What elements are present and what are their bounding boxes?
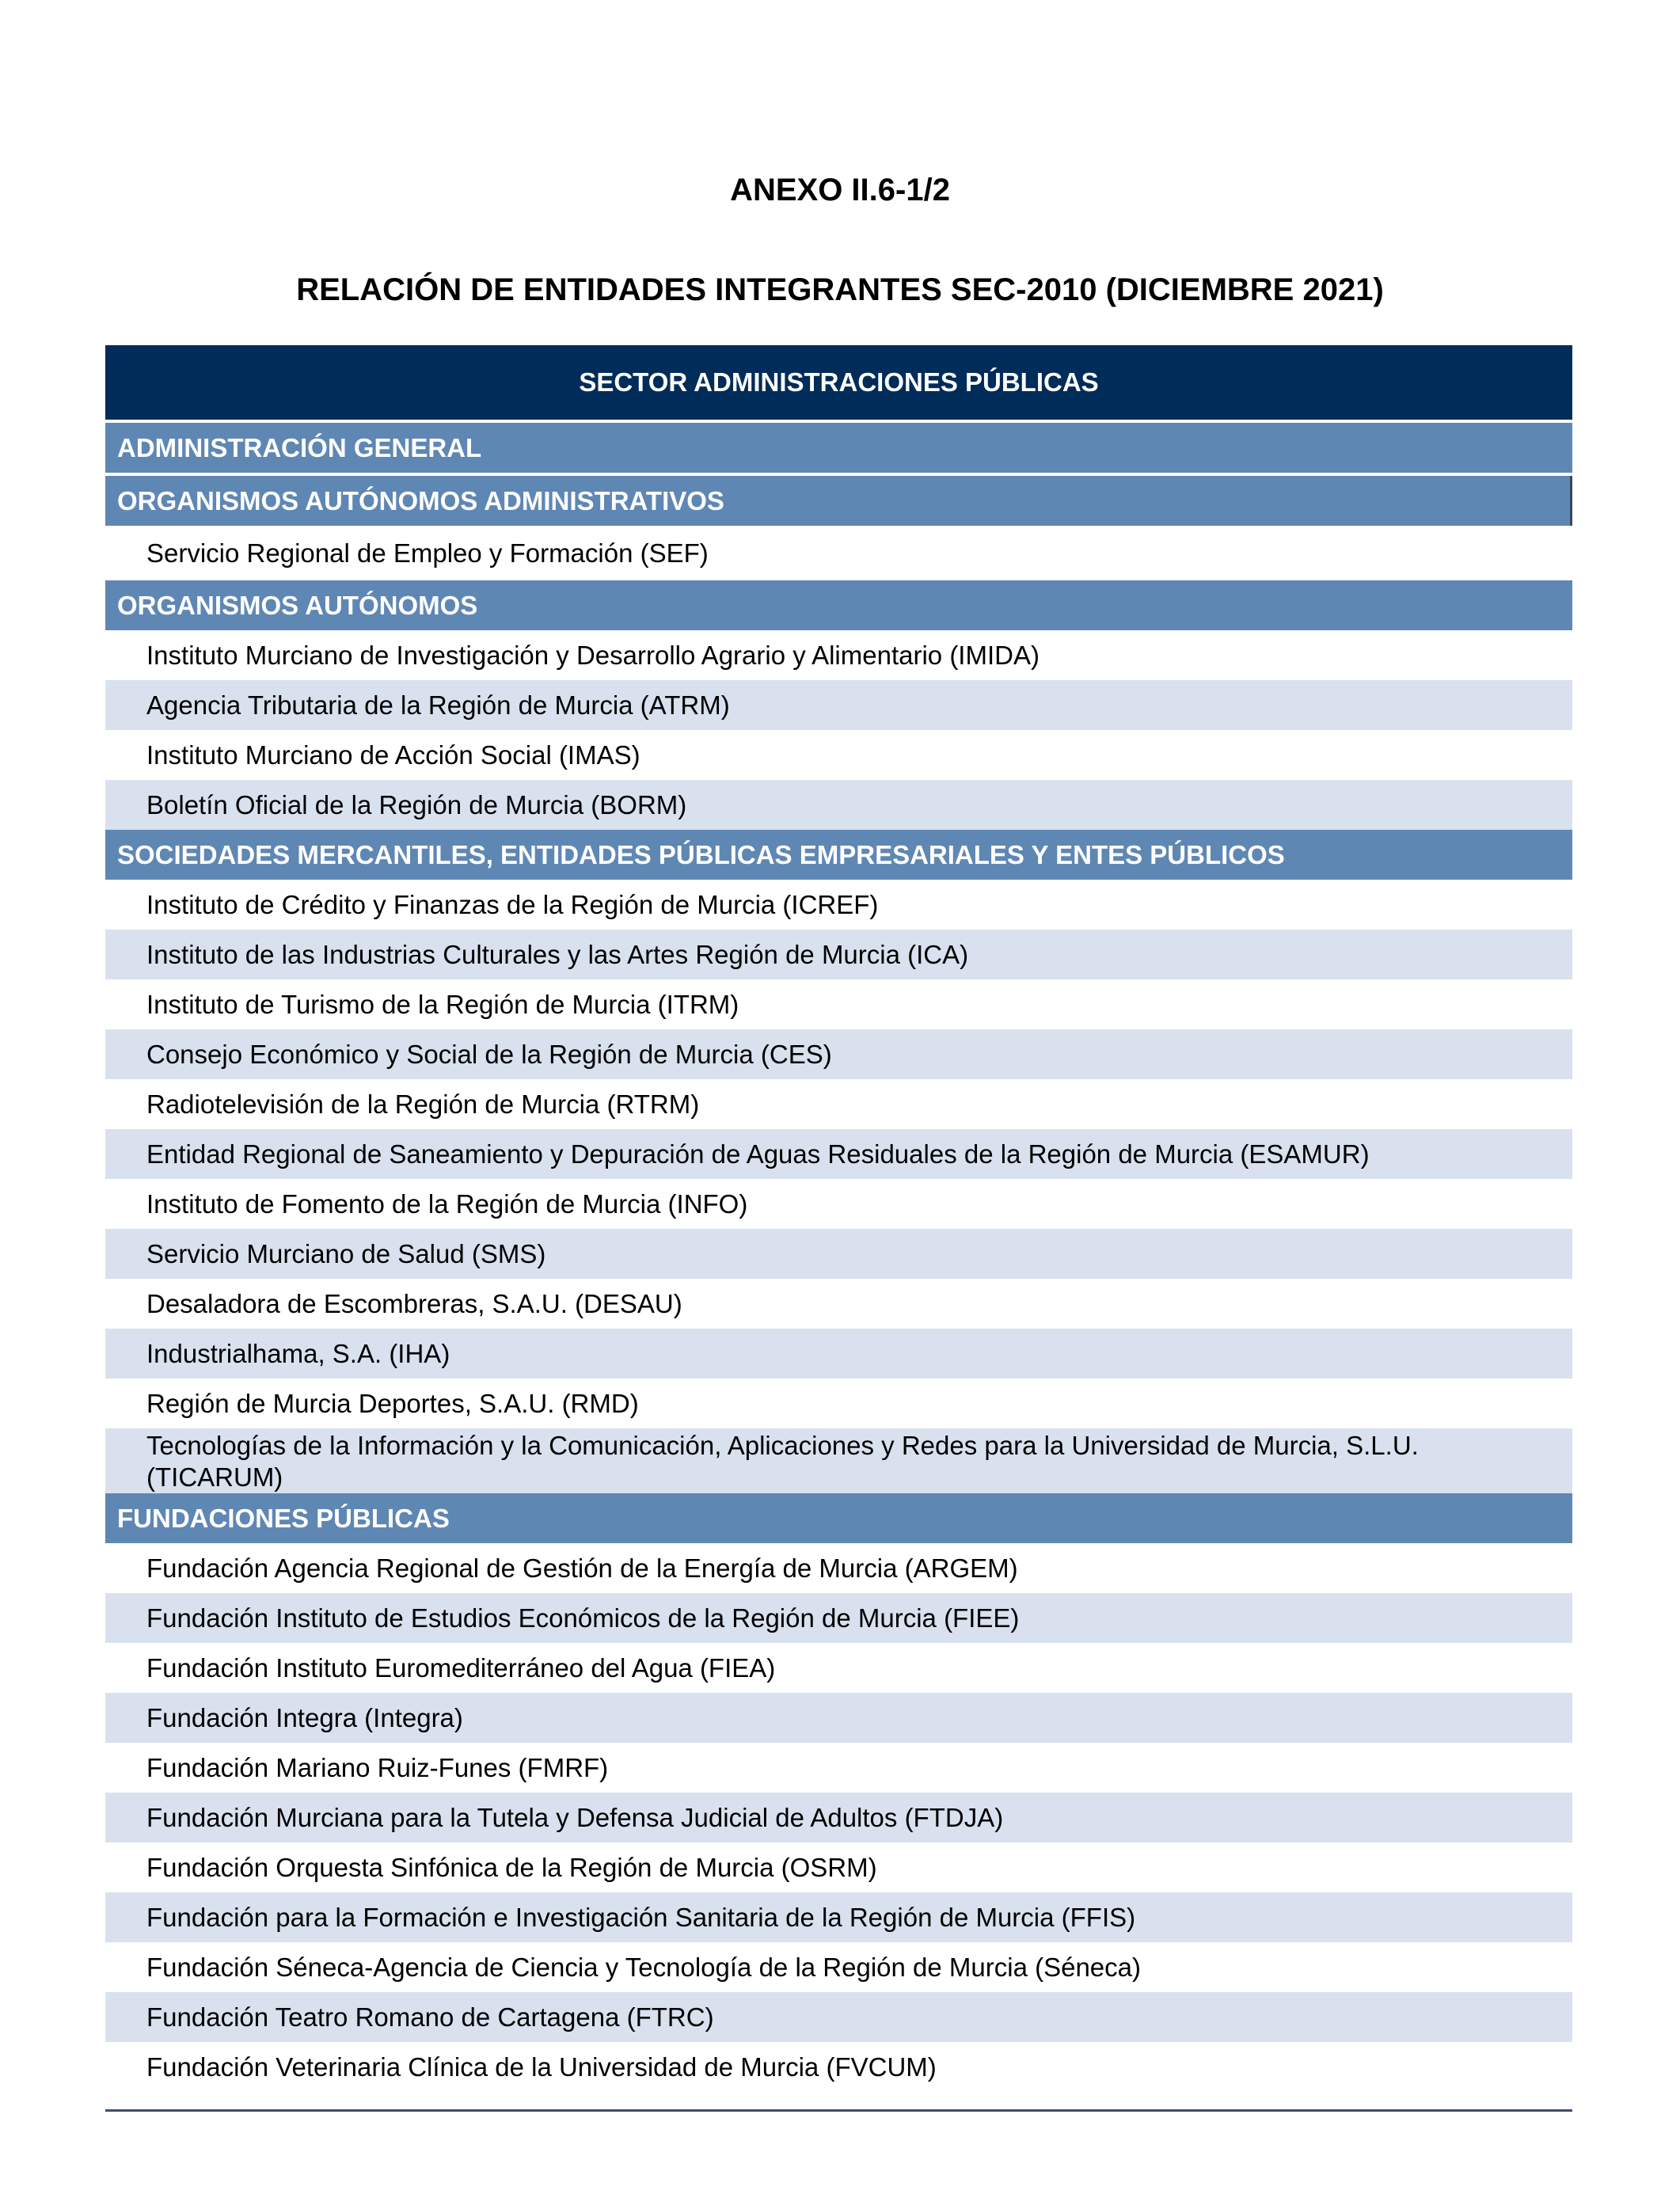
table-row: Agencia Tributaria de la Región de Murcia (ATRM): [105, 680, 1572, 730]
table-row: Consejo Económico y Social de la Región de Murcia (CES): [105, 1029, 1572, 1079]
table-row: Instituto de Turismo de la Región de Murcia (ITRM): [146, 990, 739, 1019]
table-row: Fundación Instituto de Estudios Económicos de la Región de Murcia (FIEE): [105, 1593, 1572, 1643]
table-bottom-rule: [105, 2109, 1572, 2112]
table-row: Boletín Oficial de la Región de Murcia (BORM): [105, 780, 1572, 830]
table-row: Servicio Regional de Empleo y Formación (SEF): [146, 538, 709, 568]
table-row: Fundación Séneca-Agencia de Ciencia y Tecnología de la Región de Murcia (Séneca): [146, 1953, 1141, 1982]
table-row: Fundación Integra (Integra): [105, 1693, 1572, 1743]
table-row: Desaladora de Escombreras, S.A.U. (DESAU): [146, 1289, 682, 1318]
table-row: Instituto de las Industrias Culturales y las Artes Región de Murcia (ICA): [105, 930, 1572, 979]
table-row: Entidad Regional de Saneamiento y Depuración de Aguas Residuales de la Región de Murcia (ESAMUR): [105, 1129, 1572, 1179]
category-header: SOCIEDADES MERCANTILES, ENTIDADES PÚBLICAS EMPRESARIALES Y ENTES PÚBLICOS: [105, 830, 1572, 880]
table-row: Fundación Instituto Euromediterráneo del Agua (FIEA): [146, 1653, 776, 1683]
table-row: Fundación Orquesta Sinfónica de la Región de Murcia (OSRM): [146, 1853, 877, 1882]
sector-header: SECTOR ADMINISTRACIONES PÚBLICAS: [105, 345, 1572, 420]
table-row: Fundación Mariano Ruiz-Funes (FMRF): [146, 1753, 609, 1782]
table-row: Instituto de Crédito y Finanzas de la Región de Murcia (ICREF): [146, 890, 879, 919]
table-row: Instituto de Fomento de la Región de Murcia (INFO): [146, 1189, 748, 1219]
table-row: Región de Murcia Deportes, S.A.U. (RMD): [146, 1389, 639, 1418]
document-subtitle: RELACIÓN DE ENTIDADES INTEGRANTES SEC-2010 (DICIEMBRE 2021): [296, 272, 1384, 307]
category-header: FUNDACIONES PÚBLICAS: [105, 1493, 1572, 1543]
table-row: Servicio Murciano de Salud (SMS): [105, 1229, 1572, 1279]
table-row: Instituto Murciano de Acción Social (IMAS): [146, 740, 640, 770]
table-row: Radiotelevisión de la Región de Murcia (RTRM): [146, 1089, 700, 1119]
entities-table: [105, 345, 1572, 2092]
table-row: Instituto Murciano de Investigación y Desarrollo Agrario y Alimentario (IMIDA): [146, 641, 1040, 670]
annex-title: ANEXO II.6-1/2: [730, 173, 950, 207]
category-header: ADMINISTRACIÓN GENERAL: [105, 423, 1572, 473]
table-row: Tecnologías de la Información y la Comunicación, Aplicaciones y Redes para la Universidad de Murcia, S.L.U. (TICARUM): [105, 1428, 1572, 1493]
category-header: ORGANISMOS AUTÓNOMOS: [105, 580, 1572, 630]
table-row: Industrialhama, S.A. (IHA): [105, 1329, 1572, 1379]
table-row: Fundación Veterinaria Clínica de la Universidad de Murcia (FVCUM): [146, 2052, 937, 2082]
table-row: Fundación para la Formación e Investigación Sanitaria de la Región de Murcia (FFIS): [105, 1892, 1572, 1942]
table-row: Fundación Murciana para la Tutela y Defensa Judicial de Adultos (FTDJA): [105, 1793, 1572, 1842]
table-row: Fundación Agencia Regional de Gestión de la Energía de Murcia (ARGEM): [146, 1553, 1018, 1583]
category-header: ORGANISMOS AUTÓNOMOS ADMINISTRATIVOS: [105, 476, 1572, 526]
table-row: Fundación Teatro Romano de Cartagena (FTRC): [105, 1992, 1572, 2042]
